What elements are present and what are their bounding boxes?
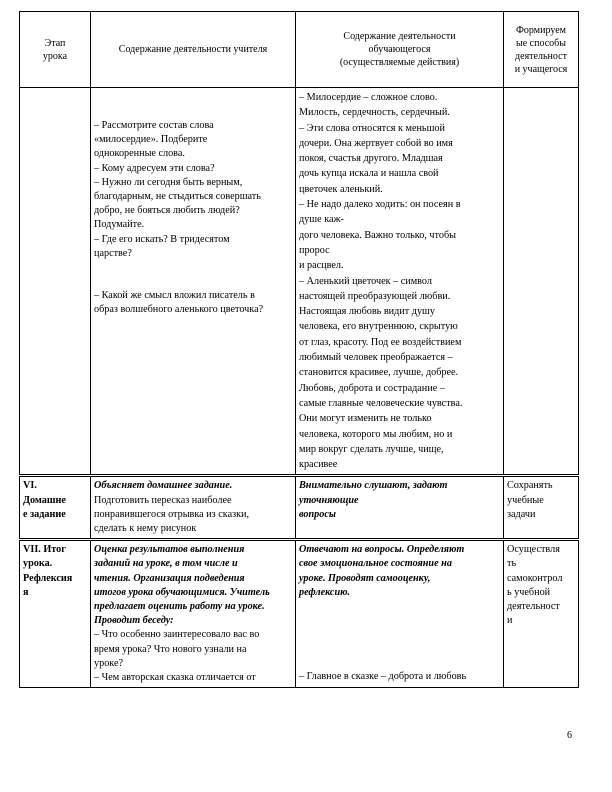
header-stage-line: Этап [44, 37, 66, 49]
text-line: дого человека. Важно только, чтобы [299, 229, 456, 241]
row3-stage-cell [20, 540, 91, 688]
text-line: Подумайте. [94, 219, 145, 231]
text-line: от глаз, красоту. Под ее воздействием [299, 336, 462, 348]
spacer [299, 628, 500, 642]
page-number: 6 [567, 730, 572, 741]
text-line: – Кому адресуем эти слова? [94, 162, 215, 174]
text-line: пророс [299, 244, 330, 256]
text-line: уроке? [94, 657, 124, 669]
header-student-line: Содержание деятельности [343, 31, 456, 42]
row3-student-cell [296, 540, 504, 688]
text-line: человека, которого мы любим, но и [299, 428, 453, 440]
text-line: – Рассмотрите состав слова [94, 120, 214, 131]
text-line: самоконтрол [507, 572, 563, 584]
text-line: настоящей преобразующей любви. [299, 290, 451, 302]
row-discussion [20, 88, 579, 476]
text-line: заданий на уроке, в том числе и [94, 558, 238, 570]
text-line: однокоренные слова. [94, 148, 185, 160]
lesson-table [19, 11, 579, 688]
text-line: е задание [23, 508, 66, 520]
row1-stage-cell [20, 88, 91, 476]
text-line: цветочек аленький. [299, 183, 383, 195]
header-skills-line: ые способы [516, 37, 566, 49]
text-line: чтения. Организация подведения [94, 572, 245, 584]
text-line: Они могут изменить не только [299, 413, 432, 425]
text-line: человека, его внутреннюю, скрытую [299, 321, 458, 333]
spacer [299, 600, 500, 614]
text-line: вопросы [299, 508, 336, 520]
text-line: самые главные человеческие чувства. [299, 397, 463, 409]
text-line: добро, не бояться любить людей? [94, 205, 240, 217]
text-line: Настоящая любовь видит душу [299, 306, 435, 318]
text-line: урока. [23, 558, 53, 570]
text-line: я [23, 586, 29, 598]
row1-skills-cell [504, 88, 579, 476]
text-line: рефлексию. [299, 586, 351, 598]
text-line: – Аленький цветочек – символ [299, 275, 432, 287]
text-line: учебные [507, 494, 544, 506]
text-line: – Нужно ли сегодня быть верным, [94, 176, 243, 188]
header-student [296, 12, 504, 88]
spacer [299, 642, 500, 656]
text-line: VII. Итог [23, 544, 66, 556]
text-line: Подготовить пересказ наиболее [94, 494, 232, 506]
text-line: Сохранять [507, 480, 553, 492]
row2-skills-cell [504, 476, 579, 540]
header-skills [504, 12, 579, 88]
text-line: задачи [507, 508, 536, 520]
text-line: красивее [299, 459, 338, 471]
text-line: Оценка результатов выполнения [94, 544, 245, 556]
text-line: Отвечают на вопросы. Определяют [299, 544, 465, 556]
text-line: Проводит беседу: [94, 615, 174, 627]
row3-skills-cell [504, 540, 579, 688]
text-line: «милосердие». Подберите [94, 134, 208, 146]
text-line: время урока? Что нового узнали на [94, 643, 247, 655]
text-line: любимый человек преображается – [299, 352, 453, 364]
spacer [299, 614, 500, 628]
text-line: Домашне [23, 494, 66, 506]
text-line: и [507, 615, 513, 627]
row3-teacher-cell [91, 540, 296, 688]
row-summary [20, 540, 579, 688]
row2-teacher-cell [91, 476, 296, 540]
header-skills-line: деятельност [515, 50, 567, 62]
text-line: уроке. Проводят самооценку, [299, 572, 431, 584]
text-line: – Милосердие – сложное слово. [299, 92, 438, 103]
row-homework [20, 476, 579, 540]
text-line: сделать к нему рисунок [94, 523, 197, 535]
text-line: – Какой же смысл вложил писатель в [94, 290, 255, 302]
spacer [94, 275, 292, 289]
header-stage [20, 12, 91, 88]
text-line: уточняющие [299, 494, 359, 506]
text-line: деятельност [507, 601, 560, 613]
table-header-row [20, 12, 579, 88]
spacer [94, 261, 292, 275]
row1-teacher-cell [91, 88, 296, 476]
text-line: становится красивее, лучше, добрее. [299, 367, 459, 379]
text-line: Любовь, доброта и сострадание – [299, 382, 445, 394]
text-line: покоя, счастья другого. Младшая [299, 153, 443, 165]
text-line: Милость, сердечность, сердечный. [299, 107, 450, 119]
text-line: ь учебной [507, 586, 551, 598]
text-line: – Где его искать? В тридесятом [94, 233, 230, 245]
text-line: – Чем авторская сказка отличается от [94, 672, 256, 684]
text-line: – Что особенно заинтересовало вас во [94, 629, 260, 641]
row2-stage-cell [20, 476, 91, 540]
text-line: итогов урока обучающимися. Учитель [94, 586, 270, 598]
text-line: Внимательно слушают, задают [299, 480, 448, 492]
row1-student-cell [296, 88, 504, 476]
text-line: – Не надо далеко ходить: он посеян в [299, 199, 461, 211]
header-stage-line: урока [42, 50, 68, 62]
header-skills-line: Формируем [516, 24, 566, 36]
text-line: предлагает оценить работу на уроке. [94, 601, 265, 613]
text-line: и расцвел. [299, 260, 344, 272]
text-line: ть [507, 558, 517, 570]
header-teacher [91, 12, 296, 88]
text-line: свое эмоциональное состояние на [299, 558, 452, 570]
text-line: Рефлексия [23, 572, 73, 584]
header-skills-line: и учащегося [514, 63, 568, 75]
header-student-line: обучающегося [368, 44, 431, 55]
header-student-line: (осуществляемые действия) [339, 57, 460, 68]
text-line: VI. [23, 480, 37, 492]
text-line: царстве? [94, 247, 132, 259]
text-line: дочери. Она жертвует собой во имя [299, 137, 453, 149]
row2-student-cell [296, 476, 504, 540]
spacer [299, 656, 500, 670]
text-line: дочь купца искала и нашла свой [299, 168, 439, 180]
text-line: Объясняет домашнее задание. [94, 480, 233, 492]
text-line: образ волшебного аленького цветочка? [94, 304, 264, 316]
text-line: душе каж- [299, 214, 344, 226]
text-line: благодарным, не стыдиться совершать [94, 191, 261, 203]
text-line: мир вокруг сделать лучше, чище, [299, 443, 444, 455]
text-line: – Главное в сказке – доброта и любовь [299, 671, 467, 683]
header-teacher-line: Содержание деятельности учителя [118, 44, 268, 55]
text-line: Осуществля [507, 544, 560, 556]
text-line: – Эти слова относятся к меньшой [299, 122, 445, 134]
text-line: понравившегося отрывка из сказки, [94, 508, 250, 520]
